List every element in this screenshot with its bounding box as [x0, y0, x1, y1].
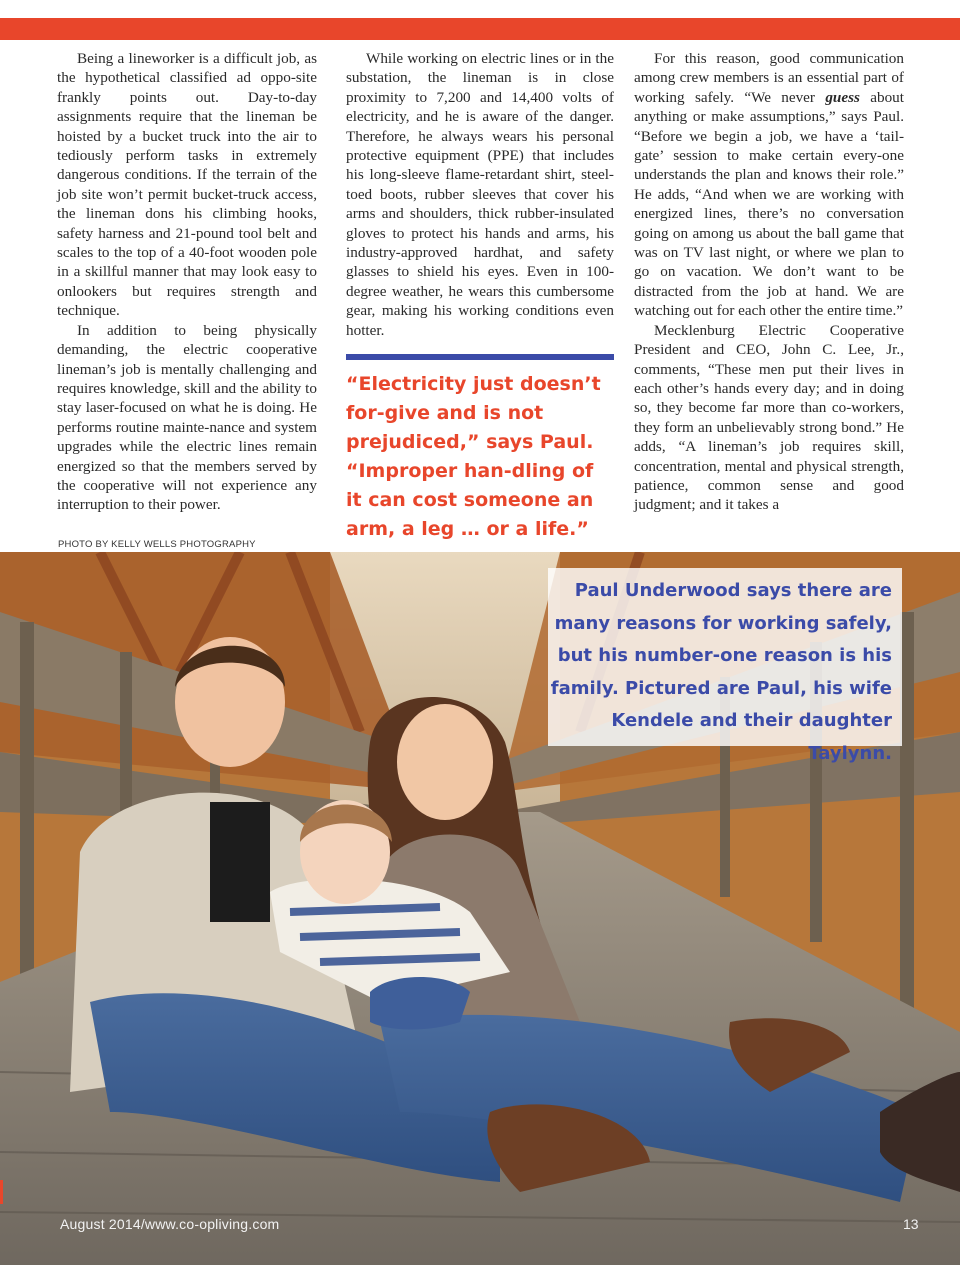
issue-and-website: August 2014/www.co-opliving.com — [60, 1216, 280, 1232]
article-column-2 — [346, 49, 614, 340]
article-column-3 — [634, 49, 904, 515]
paragraph-text: about anything or make assumptions,” says Paul. “Before we begin a job, we have a ‘tail-gate’ session to make certain every-one understands the plan and knows their role.” He adds, “And when we are working with energized lines, there’s no conversation going on among us about the ball game that was on TV last night, or where we plan to go on vacation. We don’t want to be distracted from the job at hand. We are watching out for each other the entire time.” — [634, 88, 904, 320]
paragraph: Mecklenburg Electric Cooperative President and CEO, John C. Lee, Jr., comments, “These men put their lives in each other’s hands every day; and in doing so, they become far more than co-workers, they form an unbelievably strong bond.” He adds, “A lineman’s job requires skill, concentration, mental and physical strength, patience, common sense and good judgment; and it takes a — [634, 321, 904, 514]
photo-caption: Paul Underwood says there are many reasons for working safely, but his number-one reason is his family. Pictured are Paul, his wife Kendele and their daughter Taylynn. — [550, 580, 892, 764]
pull-quote-text: “Electricity just doesn’t for-give and is not prejudiced,” says Paul. “Improper han-dling of it can cost someone an arm, a leg … or a life.” — [346, 373, 601, 540]
paragraph: In addition to being physically demanding, the electric cooperative lineman’s job is mentally challenging and requires knowledge, skill and the ability to stay laser-focused on what he is doing. He performs routine mainte-nance and system upgrades while the electric lines remain energized so that the members served by the cooperative will not experience any interruption to their power. — [57, 321, 317, 514]
pull-quote — [346, 354, 614, 562]
paragraph-text: For this reason, good communication among crew members is an essential part of working safely. “We never — [634, 50, 904, 106]
paragraph: Being a lineworker is a difficult job, as the hypothetical classified ad oppo-site frankly points out. Day-to-day assignments require that the lineman be hoisted by a bucket truck into the air to tediously perform tasks in extremely dangerous conditions. If the terrain of the job site won’t permit bucket-truck access, the lineman dons his climbing hooks, safety harness and 21-pound tool belt and scales to the top of a 40-foot wooden pole in a skillful manner that may look easy to onlookers but requires strength and technique. — [57, 50, 317, 320]
paragraph: While working on electric lines or in the substation, the lineman is in close proximity to 7,200 and 14,400 volts of electricity, and he is aware of the danger. Therefore, he always wears his personal protective equipment (PPE) that includes his long-sleeve flame-retardant shirt, steel-toed boots, rubber sleeves that cover his arms and shoulders, thick rubber-insulated gloves to protect his hands and arms, his industry-approved hardhat, and safety glasses to shield his eyes. Even in 100-degree weather, he wears this cumbersome gear, making his working conditions even hotter. — [346, 50, 614, 339]
edge-marker — [0, 1180, 3, 1204]
photo-caption-box — [548, 568, 902, 764]
page-number: 13 — [903, 1216, 919, 1232]
emphasis-text: guess — [825, 88, 860, 106]
paragraph — [634, 49, 904, 321]
top-accent-bar — [0, 18, 960, 40]
article-column-1 — [57, 49, 317, 515]
photo-credit: PHOTO BY KELLY WELLS PHOTOGRAPHY — [58, 539, 256, 550]
